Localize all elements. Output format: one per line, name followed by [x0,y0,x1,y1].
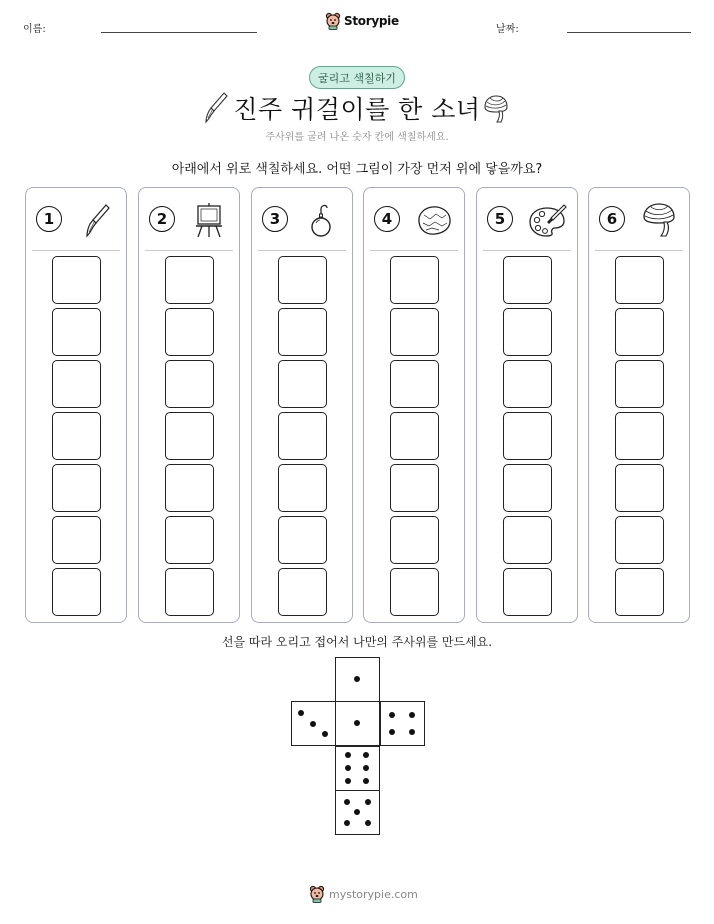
column-divider [145,250,233,251]
pearl-earring-icon [302,202,342,238]
column-5 [476,187,578,623]
column-divider [32,250,120,251]
dice-pip [389,712,395,718]
color-cell[interactable] [165,308,214,356]
dice-pip [363,778,369,784]
color-cell[interactable] [390,308,439,356]
color-cell[interactable] [615,360,664,408]
column-number: 3 [262,206,288,232]
date-label: 날짜: [496,24,519,35]
dice-face [291,701,336,746]
column-number: 6 [599,206,625,232]
color-cell[interactable] [52,568,101,616]
dice-pip [409,729,415,735]
dice-face [335,790,380,835]
color-cell[interactable] [503,464,552,512]
color-cell[interactable] [52,412,101,460]
column-3 [251,187,353,623]
dice-pip [363,752,369,758]
dice-pip [322,731,328,737]
column-2 [138,187,240,623]
color-cell[interactable] [390,516,439,564]
activity-badge: 굴리고 색칠하기 [309,66,405,89]
page-title: 진주 귀걸이를 한 소녀 [233,95,481,124]
dice-pip [354,720,360,726]
color-cell[interactable] [503,308,552,356]
dice-pip [365,820,371,826]
color-cell[interactable] [165,360,214,408]
color-cell[interactable] [615,256,664,304]
dice-pip [344,799,350,805]
color-cell[interactable] [52,516,101,564]
dice-pip [389,729,395,735]
easel-icon [189,202,229,238]
color-cell[interactable] [278,568,327,616]
color-cell[interactable] [52,308,101,356]
column-6 [588,187,690,623]
color-cell[interactable] [165,516,214,564]
color-cell[interactable] [615,308,664,356]
color-cell[interactable] [278,464,327,512]
color-cell[interactable] [503,516,552,564]
color-cell[interactable] [278,360,327,408]
color-cell[interactable] [503,412,552,460]
footer [309,885,418,903]
column-number: 2 [149,206,175,232]
column-divider [595,250,683,251]
name-line[interactable] [101,32,257,33]
dice-face [335,746,380,791]
palette-icon [527,202,567,238]
dice-pip [310,721,316,727]
color-cell[interactable] [165,568,214,616]
color-cell[interactable] [390,256,439,304]
dice-pip [354,809,360,815]
column-number: 4 [374,206,400,232]
page-subtitle: 주사위를 굴려 나온 숫자 칸에 색칠하세요. [265,132,449,143]
dice-pip [345,752,351,758]
rock-icon [414,202,454,238]
color-cell[interactable] [503,256,552,304]
coloring-instruction: 아래에서 위로 색칠하세요. 어떤 그림이 가장 먼저 위에 닿을까요? [171,162,543,177]
color-cell[interactable] [503,568,552,616]
dice-pip [345,765,351,771]
dice-pip [409,712,415,718]
dice-pip [298,710,304,716]
color-cell[interactable] [278,412,327,460]
color-cell[interactable] [615,516,664,564]
dice-face [335,701,380,746]
dice-pip [363,765,369,771]
color-cell[interactable] [278,256,327,304]
color-cell[interactable] [503,360,552,408]
name-label: 이름: [23,24,46,35]
turban-icon [482,94,510,124]
color-cell[interactable] [390,568,439,616]
column-4 [363,187,465,623]
color-cell[interactable] [52,464,101,512]
color-cell[interactable] [390,412,439,460]
dice-face [380,701,425,746]
column-number: 5 [487,206,513,232]
turban-icon [639,202,679,238]
color-cell[interactable] [52,256,101,304]
dice-instruction: 선을 따라 오리고 접어서 나만의 주사위를 만드세요. [221,635,493,649]
dice-pip [344,820,350,826]
color-cell[interactable] [615,568,664,616]
column-1 [25,187,127,623]
color-cell[interactable] [615,412,664,460]
color-cell[interactable] [615,464,664,512]
column-divider [483,250,571,251]
color-cell[interactable] [390,360,439,408]
dice-face [335,657,380,702]
column-divider [258,250,346,251]
paintbrush-icon [76,202,116,238]
bear-logo-icon [325,12,341,30]
color-cell[interactable] [52,360,101,408]
dice-pip [365,799,371,805]
brand-name: Storypie [344,14,399,28]
date-line[interactable] [567,32,691,33]
color-cell[interactable] [278,516,327,564]
footer-url: mystorypie.com [329,887,418,901]
color-cell[interactable] [165,464,214,512]
bear-logo-icon [309,885,325,903]
column-divider [370,250,458,251]
color-cell[interactable] [278,308,327,356]
dice-pip [345,778,351,784]
brand-logo [325,12,399,30]
column-number: 1 [36,206,62,232]
dice-pip [354,676,360,682]
color-cell[interactable] [165,412,214,460]
color-cell[interactable] [390,464,439,512]
color-cell[interactable] [165,256,214,304]
